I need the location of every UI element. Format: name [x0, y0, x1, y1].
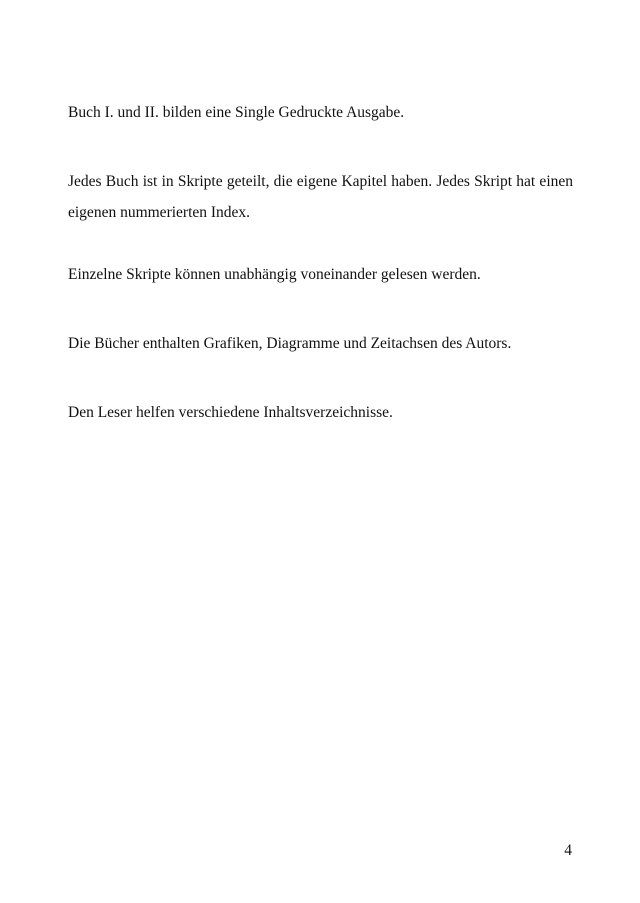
paragraph-independent-reading: Einzelne Skripte können unabhängig voneinander gelesen werden. [68, 266, 481, 283]
page-number: 4 [564, 842, 572, 859]
paragraph-graphics-content: Die Bücher enthalten Grafiken, Diagramme und Zeitachsen des Autors. [68, 335, 512, 352]
paragraph-table-of-contents: Den Leser helfen verschiedene Inhaltsverzeichnisse. [68, 404, 393, 421]
paragraph-single-edition: Buch I. und II. bilden eine Single Gedruckte Ausgabe. [68, 104, 405, 121]
paragraph-scripts-structure: Jedes Buch ist in Skripte geteilt, die eigene Kapitel haben. Jedes Skript hat einen eigenen nummerierten Index. [68, 173, 573, 221]
